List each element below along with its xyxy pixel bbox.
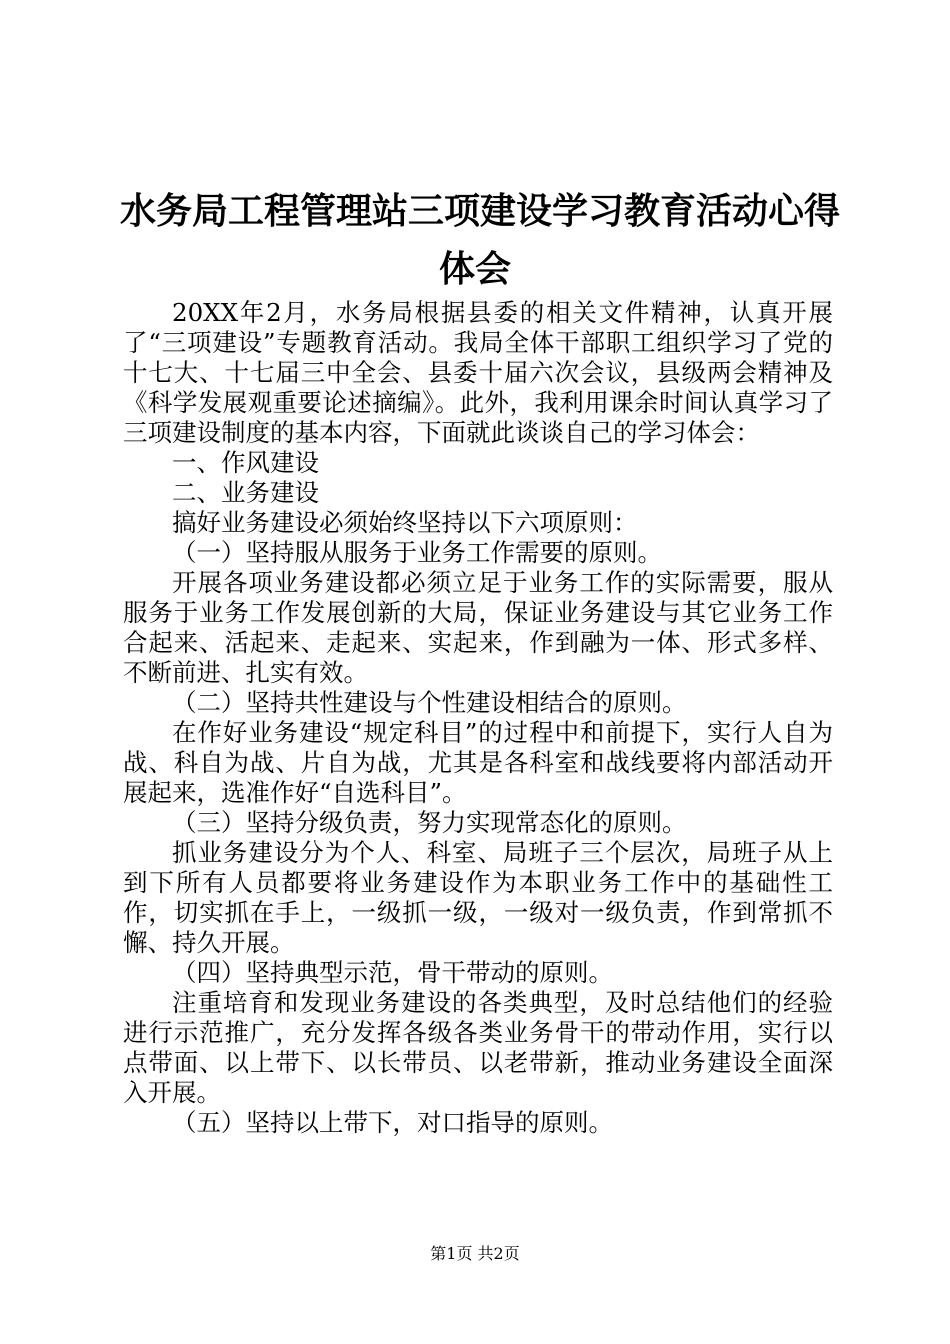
principle-3-body: 抓业务建设分为个人、科室、局班子三个层次，局班子从上到下所有人员都要将业务建设作为本职业务工作中的基础性工作，切实抓在手上，一级抓一级，一级对一级负责，作到常抓不懈、持久开展。 (123, 838, 833, 957)
intro-paragraph: 20XX年2月，水务局根据县委的相关文件精神，认真开展了“三项建设”专题教育活动。我局全体干部职工组织学习了党的十七大、十七届三中全会、县委十届六次会议，县级两会精神及《科学发展观重要论述摘编》。此外，我利用课余时间认真学习了三项建设制度的基本内容，下面就此谈谈自己的学习体会： (123, 298, 833, 447)
principle-1-body: 开展各项业务建设都必须立足于业务工作的实际需要，服从服务于业务工作发展创新的大局，保证业务建设与其它业务工作合起来、活起来、走起来、实起来，作到融为一体、形式多样、不断前进、扎实有效。 (123, 568, 833, 687)
principle-2-body: 在作好业务建设“规定科目”的过程中和前提下，实行人自为战、科自为战、片自为战，尤其是各科室和战线要将内部活动开展起来，选准作好“自选科目”。 (123, 718, 833, 807)
principle-1-heading: （一）坚持服从服务于业务工作需要的原则。 (172, 538, 662, 567)
principle-4-heading: （四）坚持典型示范，骨干带动的原则。 (172, 958, 613, 987)
principle-2-heading: （二）坚持共性建设与个性建设相结合的原则。 (172, 688, 687, 717)
principle-5-heading: （五）坚持以上带下，对口指导的原则。 (172, 1108, 613, 1137)
heading-style-building: 一、作风建设 (172, 448, 319, 477)
document-body (123, 298, 833, 1138)
heading-business-building: 二、业务建设 (172, 478, 319, 507)
principle-3-heading: （三）坚持分级负责，努力实现常态化的原则。 (172, 808, 687, 837)
principle-4-body: 注重培育和发现业务建设的各类典型，及时总结他们的经验进行示范推广，充分发挥各级各类业务骨干的带动作用，实行以点带面、以上带下、以长带员、以老带新，推动业务建设全面深入开展。 (123, 988, 833, 1107)
page-footer: 第1页 共2页 (430, 1244, 520, 1263)
document-title-line-1: 水务局工程管理站三项建设学习教育活动心得 (120, 191, 841, 232)
document-title-line-2: 体会 (438, 249, 511, 290)
principles-intro: 搞好业务建设必须始终坚持以下六项原则： (172, 508, 638, 537)
